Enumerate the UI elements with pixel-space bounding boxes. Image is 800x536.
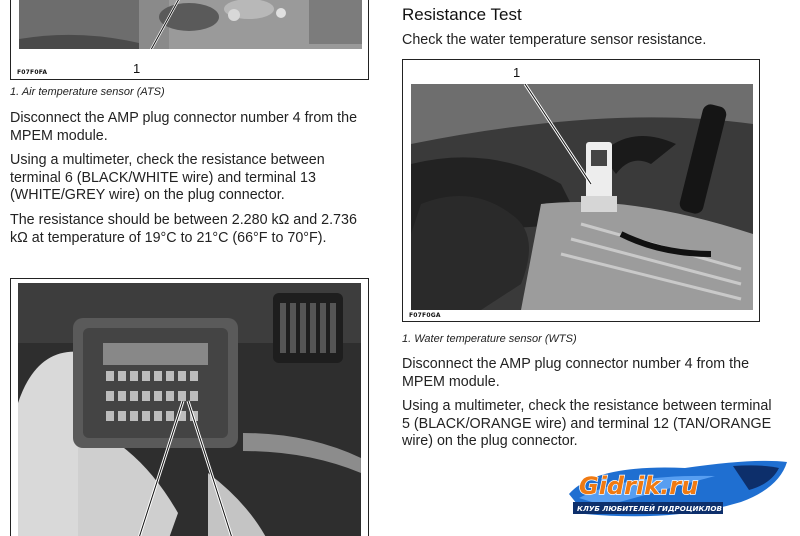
right-paragraph-2: Using a multimeter, check the resistance between terminal 5 (BLACK/ORANGE wire) and terminal 12 (TAN/ORANGE wire) on the plug connector. [402,398,772,450]
gidrik-logo-art [565,458,791,524]
left-paragraph-2: Using a multimeter, check the resistance between terminal 6 (BLACK/WHITE wire) and terminal 13 (WHITE/GREY wire) on the plug connector. [10,152,325,204]
amp-connector-photo-art [18,283,361,536]
ats-figure-code: F07F0FA [17,69,48,76]
wts-photo-art [411,84,753,310]
logo-brand-text: Gidrik.ru [579,472,699,500]
ats-photo-art [19,0,362,49]
wts-photo [411,84,753,310]
amp-connector-figure [10,278,369,536]
right-paragraph-1: Disconnect the AMP plug connector number 4 from the MPEM module. [402,356,750,390]
resistance-test-title: Resistance Test [402,5,522,24]
ats-callout-1: 1 [133,61,141,76]
resistance-test-intro: Check the water temperature sensor resistance. [402,32,707,48]
left-paragraph-1: Disconnect the AMP plug connector number 4 from the MPEM module. [10,110,358,144]
ats-figure [10,0,369,80]
logo-tagline-text: КЛУБ ЛЮБИТЕЛЕЙ ГИДРОЦИКЛОВ [577,504,722,513]
left-paragraph-3: The resistance should be between 2.280 kΩ and 2.736 kΩ at temperature of 19°C to 21°C (66°F to 70°F). [10,212,357,246]
amp-connector-photo [18,283,361,536]
ats-photo [19,0,362,49]
wts-caption: 1. Water temperature sensor (WTS) [402,333,577,345]
wts-callout-1: 1 [513,65,521,80]
wts-figure [402,59,760,322]
ats-caption: 1. Air temperature sensor (ATS) [10,86,165,98]
gidrik-watermark-logo [565,458,791,524]
wts-figure-code: F07F0GA [409,312,441,319]
